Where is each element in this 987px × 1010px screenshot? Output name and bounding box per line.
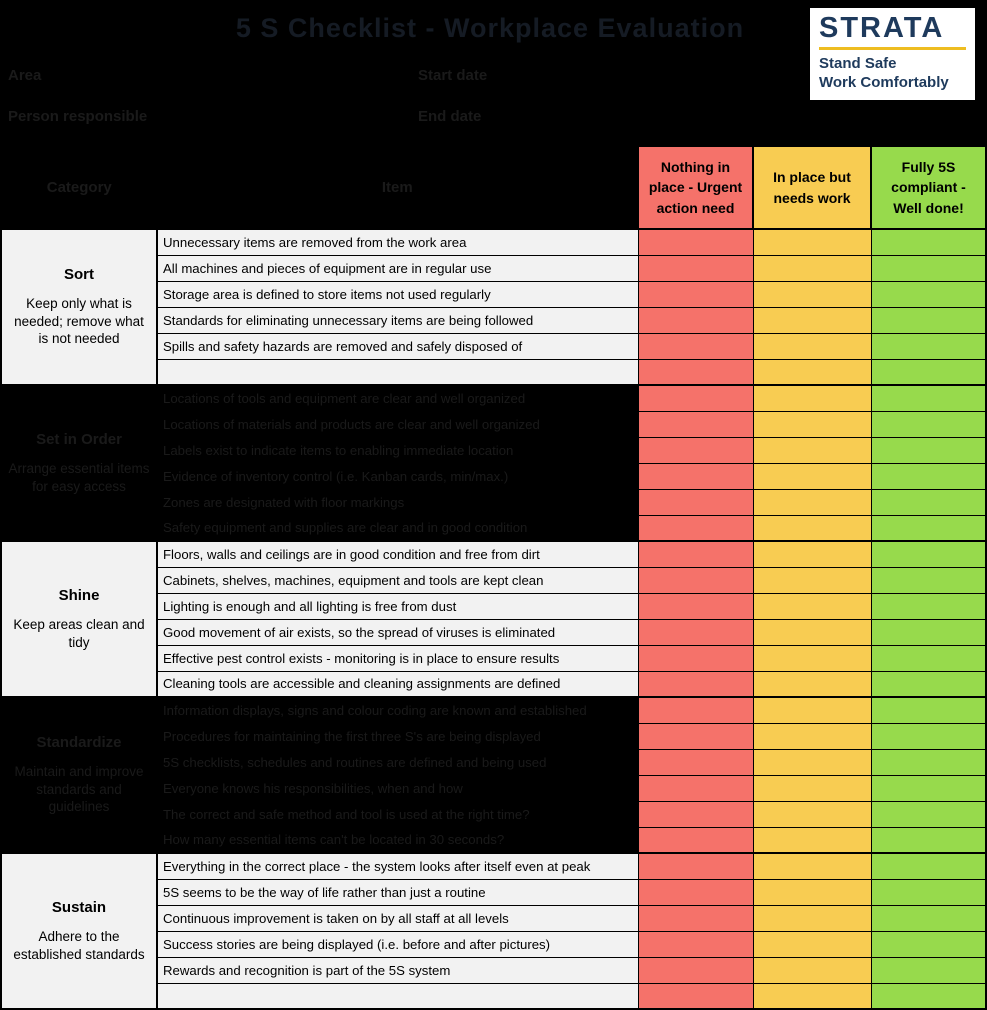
strata-logo-wordmark: STRATA (819, 12, 945, 44)
item-cell: Safety equipment and supplies are clear and in good condition (157, 515, 638, 541)
rating-cell-green[interactable] (871, 983, 986, 1009)
rating-cell-red[interactable] (638, 645, 753, 671)
rating-cell-red[interactable] (638, 281, 753, 307)
rating-cell-yellow[interactable] (753, 697, 871, 723)
item-cell: Information displays, signs and colour coding are known and established (157, 697, 638, 723)
rating-cell-yellow[interactable] (753, 879, 871, 905)
rating-cell-red[interactable] (638, 307, 753, 333)
rating-cell-green[interactable] (871, 905, 986, 931)
category-name: Set in Order (36, 430, 122, 448)
item-cell: Evidence of inventory control (i.e. Kanban cards, min/max.) (157, 463, 638, 489)
item-cell: Everything in the correct place - the system looks after itself even at peak (157, 853, 638, 879)
item-cell: Success stories are being displayed (i.e. before and after pictures) (157, 931, 638, 957)
table-row (1, 229, 986, 255)
item-cell: Procedures for maintaining the first three S's are being displayed (157, 723, 638, 749)
rating-cell-green[interactable] (871, 385, 986, 411)
item-cell: Storage area is defined to store items not used regularly (157, 281, 638, 307)
rating-cell-yellow[interactable] (753, 827, 871, 853)
rating-cell-green[interactable] (871, 749, 986, 775)
rating-cell-green[interactable] (871, 359, 986, 385)
category-name: Sort (64, 266, 94, 284)
rating-cell-green[interactable] (871, 697, 986, 723)
column-header-rating-yellow: In place but needs work (753, 146, 871, 229)
rating-cell-red[interactable] (638, 489, 753, 515)
strata-logo (810, 8, 975, 100)
rating-cell-yellow[interactable] (753, 333, 871, 359)
item-cell: Standards for eliminating unnecessary items are being followed (157, 307, 638, 333)
rating-cell-red[interactable] (638, 749, 753, 775)
area-label: Area (8, 67, 42, 84)
category-description: Keep areas clean and tidy (13, 616, 145, 650)
category-cell (1, 697, 157, 853)
rating-cell-green[interactable] (871, 463, 986, 489)
column-header-rating-green: Fully 5S compliant - Well done! (871, 146, 986, 229)
item-cell (157, 983, 638, 1009)
rating-cell-yellow[interactable] (753, 385, 871, 411)
item-cell: Rewards and recognition is part of the 5S system (157, 957, 638, 983)
item-cell (157, 359, 638, 385)
rating-cell-yellow[interactable] (753, 411, 871, 437)
rating-cell-red[interactable] (638, 957, 753, 983)
rating-cell-red[interactable] (638, 515, 753, 541)
rating-cell-green[interactable] (871, 281, 986, 307)
rating-cell-green[interactable] (871, 931, 986, 957)
rating-cell-green[interactable] (871, 879, 986, 905)
table-row (1, 541, 986, 567)
item-cell: Unnecessary items are removed from the work area (157, 229, 638, 255)
rating-cell-yellow[interactable] (753, 281, 871, 307)
rating-cell-green[interactable] (871, 541, 986, 567)
rating-cell-yellow[interactable] (753, 671, 871, 697)
item-cell: Labels exist to indicate items to enabling immediate location (157, 437, 638, 463)
rating-cell-green[interactable] (871, 411, 986, 437)
rating-cell-green[interactable] (871, 671, 986, 697)
item-cell: Cleaning tools are accessible and cleaning assignments are defined (157, 671, 638, 697)
person-responsible-label: Person responsible (8, 108, 148, 125)
rating-cell-red[interactable] (638, 801, 753, 827)
rating-cell-yellow[interactable] (753, 905, 871, 931)
rating-cell-yellow[interactable] (753, 983, 871, 1009)
rating-cell-red[interactable] (638, 853, 753, 879)
rating-cell-red[interactable] (638, 385, 753, 411)
rating-cell-yellow[interactable] (753, 853, 871, 879)
rating-cell-green[interactable] (871, 775, 986, 801)
rating-cell-red[interactable] (638, 983, 753, 1009)
item-cell: Floors, walls and ceilings are in good condition and free from dirt (157, 541, 638, 567)
table-row (1, 385, 986, 411)
rating-cell-red[interactable] (638, 567, 753, 593)
category-cell (1, 541, 157, 697)
checklist-table (0, 145, 987, 1010)
column-header-item: Item (157, 146, 638, 229)
rating-cell-yellow[interactable] (753, 723, 871, 749)
rating-cell-red[interactable] (638, 697, 753, 723)
rating-cell-green[interactable] (871, 723, 986, 749)
rating-cell-green[interactable] (871, 567, 986, 593)
rating-cell-red[interactable] (638, 593, 753, 619)
start-date-label: Start date (418, 67, 488, 84)
rating-cell-yellow[interactable] (753, 775, 871, 801)
rating-cell-green[interactable] (871, 957, 986, 983)
rating-cell-green[interactable] (871, 593, 986, 619)
item-cell: Continuous improvement is taken on by all staff at all levels (157, 905, 638, 931)
category-cell (1, 385, 157, 541)
item-cell: The correct and safe method and tool is used at the right time? (157, 801, 638, 827)
logo-underline (819, 47, 966, 50)
column-header-rating-red: Nothing in place - Urgent action need (638, 146, 753, 229)
item-cell: All machines and pieces of equipment are in regular use (157, 255, 638, 281)
category-name: Standardize (36, 734, 122, 752)
rating-cell-red[interactable] (638, 359, 753, 385)
item-cell: 5S seems to be the way of life rather than just a routine (157, 879, 638, 905)
rating-cell-green[interactable] (871, 437, 986, 463)
rating-cell-red[interactable] (638, 671, 753, 697)
rating-cell-red[interactable] (638, 229, 753, 255)
category-description: Adhere to the established standards (13, 928, 145, 962)
rating-cell-red[interactable] (638, 775, 753, 801)
rating-cell-yellow[interactable] (753, 359, 871, 385)
table-row (1, 853, 986, 879)
column-header-category: Category (1, 146, 157, 229)
rating-cell-red[interactable] (638, 255, 753, 281)
rating-cell-yellow[interactable] (753, 541, 871, 567)
rating-cell-green[interactable] (871, 229, 986, 255)
rating-cell-yellow[interactable] (753, 437, 871, 463)
rating-cell-red[interactable] (638, 619, 753, 645)
rating-cell-yellow[interactable] (753, 515, 871, 541)
rating-cell-green[interactable] (871, 801, 986, 827)
rating-cell-red[interactable] (638, 931, 753, 957)
category-name: Sustain (51, 898, 107, 916)
rating-cell-red[interactable] (638, 411, 753, 437)
rating-cell-yellow[interactable] (753, 645, 871, 671)
rating-cell-red[interactable] (638, 541, 753, 567)
rating-cell-red[interactable] (638, 827, 753, 853)
rating-cell-red[interactable] (638, 905, 753, 931)
item-cell: Locations of materials and products are clear and well organized (157, 411, 638, 437)
item-cell: Lighting is enough and all lighting is free from dust (157, 593, 638, 619)
rating-cell-red[interactable] (638, 463, 753, 489)
rating-cell-green[interactable] (871, 827, 986, 853)
rating-cell-yellow[interactable] (753, 801, 871, 827)
item-cell: How many essential items can't be located in 30 seconds? (157, 827, 638, 853)
item-cell: Spills and safety hazards are removed and safely disposed of (157, 333, 638, 359)
logo-tagline-line1: Stand Safe (819, 54, 897, 72)
logo-tagline-line2: Work Comfortably (819, 73, 949, 91)
rating-cell-yellow[interactable] (753, 255, 871, 281)
category-cell (1, 853, 157, 1009)
rating-cell-green[interactable] (871, 489, 986, 515)
rating-cell-red[interactable] (638, 333, 753, 359)
rating-cell-yellow[interactable] (753, 567, 871, 593)
rating-cell-yellow[interactable] (753, 931, 871, 957)
category-description: Maintain and improve standards and guidelines (14, 764, 144, 815)
item-cell: Locations of tools and equipment are clear and well organized (157, 385, 638, 411)
item-cell: Zones are designated with floor markings (157, 489, 638, 515)
end-date-label: End date (418, 108, 482, 125)
rating-cell-red[interactable] (638, 437, 753, 463)
rating-cell-green[interactable] (871, 307, 986, 333)
rating-cell-yellow[interactable] (753, 463, 871, 489)
item-cell: 5S checklists, schedules and routines are defined and being used (157, 749, 638, 775)
rating-cell-yellow[interactable] (753, 957, 871, 983)
rating-cell-yellow[interactable] (753, 489, 871, 515)
rating-cell-yellow[interactable] (753, 619, 871, 645)
rating-cell-yellow[interactable] (753, 593, 871, 619)
rating-cell-green[interactable] (871, 853, 986, 879)
item-cell: Everyone knows his responsibilities, when and how (157, 775, 638, 801)
rating-cell-yellow[interactable] (753, 307, 871, 333)
rating-cell-green[interactable] (871, 255, 986, 281)
rating-cell-green[interactable] (871, 333, 986, 359)
rating-cell-red[interactable] (638, 879, 753, 905)
rating-cell-yellow[interactable] (753, 229, 871, 255)
rating-cell-green[interactable] (871, 515, 986, 541)
table-row (1, 697, 986, 723)
rating-cell-green[interactable] (871, 645, 986, 671)
category-cell (1, 229, 157, 385)
item-cell: Effective pest control exists - monitoring is in place to ensure results (157, 645, 638, 671)
page-title: 5 S Checklist - Workplace Evaluation (235, 13, 745, 43)
category-description: Keep only what is needed; remove what is not needed (14, 296, 144, 347)
table-header-row (1, 146, 986, 229)
rating-cell-red[interactable] (638, 723, 753, 749)
rating-cell-yellow[interactable] (753, 749, 871, 775)
checklist-table-body (1, 229, 986, 1009)
rating-cell-green[interactable] (871, 619, 986, 645)
category-description: Arrange essential items for easy access (8, 460, 150, 494)
item-cell: Good movement of air exists, so the spread of viruses is eliminated (157, 619, 638, 645)
item-cell: Cabinets, shelves, machines, equipment and tools are kept clean (157, 567, 638, 593)
category-name: Shine (58, 586, 100, 604)
